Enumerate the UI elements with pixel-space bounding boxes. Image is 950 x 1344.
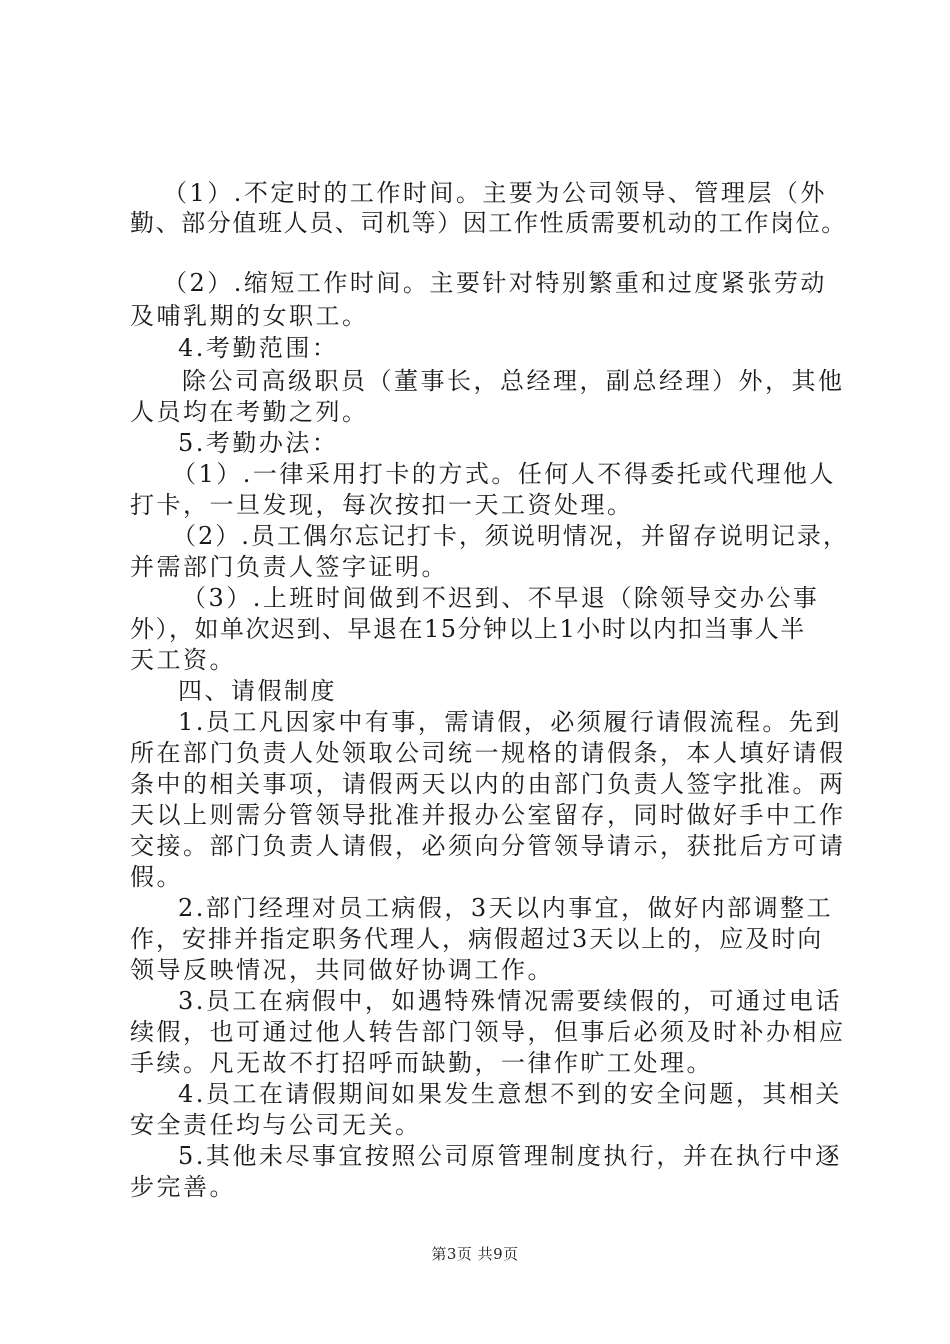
paragraph-line: 交接。部门负责人请假，必须向分管领导请示，获批后方可请: [130, 832, 846, 860]
section-heading: 4.考勤范围：: [178, 334, 339, 362]
paragraph-line: 续假，也可通过他人转告部门领导，但事后必须及时补办相应: [130, 1018, 846, 1046]
paragraph-line: 打卡，一旦发现，每次按扣一天工资处理。: [130, 491, 634, 519]
section-heading: 四、请假制度: [178, 677, 337, 705]
paragraph-line: 外），如单次迟到、早退在15分钟以上1小时以内扣当事人半: [130, 615, 806, 643]
paragraph-line: 作，安排并指定职务代理人，病假超过3天以上的，应及时向: [130, 925, 824, 953]
paragraph-line: 手续。凡无故不打招呼而缺勤，一律作旷工处理。: [130, 1049, 713, 1077]
paragraph-line: （2）.员工偶尔忘记打卡，须说明情况，并留存说明记录，: [172, 522, 849, 550]
paragraph-line: 5.其他未尽事宜按照公司原管理制度执行，并在执行中逐: [178, 1142, 842, 1170]
paragraph-line: 天工资。: [130, 646, 236, 674]
paragraph-line: 2.部门经理对员工病假，3天以内事宜，做好内部调整工: [178, 894, 834, 922]
paragraph-line: 条中的相关事项，请假两天以内的由部门负责人签字批准。两: [130, 770, 846, 798]
paragraph-line: 人员均在考勤之列。: [130, 398, 369, 426]
paragraph-line: 勤、部分值班人员、司机等）因工作性质需要机动的工作岗位。: [130, 209, 847, 237]
paragraph-line: 4.员工在请假期间如果发生意想不到的安全问题，其相关: [178, 1080, 842, 1108]
paragraph-line: （3）.上班时间做到不迟到、不早退（除领导交办公事: [182, 584, 820, 612]
paragraph-line: 假。: [130, 863, 183, 891]
paragraph-line: 3.员工在病假中，如遇特殊情况需要续假的，可通过电话: [178, 987, 842, 1015]
paragraph-line: 步完善。: [130, 1173, 236, 1201]
paragraph-line: 1.员工凡因家中有事，需请假，必须履行请假流程。先到: [178, 708, 842, 736]
paragraph-line: （2）.缩短工作时间。主要针对特别繁重和过度紧张劳动: [163, 269, 827, 297]
paragraph-line: 除公司高级职员（董事长，总经理，副总经理）外，其他: [182, 367, 845, 395]
paragraph-line: 天以上则需分管领导批准并报办公室留存，同时做好手中工作: [130, 801, 846, 829]
section-heading: 5.考勤办法：: [178, 429, 339, 457]
paragraph-line: 领导反映情况，共同做好协调工作。: [130, 956, 554, 984]
paragraph-line: 及哺乳期的女职工。: [130, 302, 369, 330]
paragraph-line: 并需部门负责人签字证明。: [130, 553, 448, 581]
paragraph-line: （1）.一律采用打卡的方式。任何人不得委托或代理他人: [172, 460, 836, 488]
paragraph-line: （1）.不定时的工作时间。主要为公司领导、管理层（外: [163, 179, 827, 207]
paragraph-line: 安全责任均与公司无关。: [130, 1111, 422, 1139]
paragraph-line: 所在部门负责人处领取公司统一规格的请假条，本人填好请假: [130, 739, 846, 767]
page-number-footer: 第3页 共9页: [431, 1245, 519, 1263]
